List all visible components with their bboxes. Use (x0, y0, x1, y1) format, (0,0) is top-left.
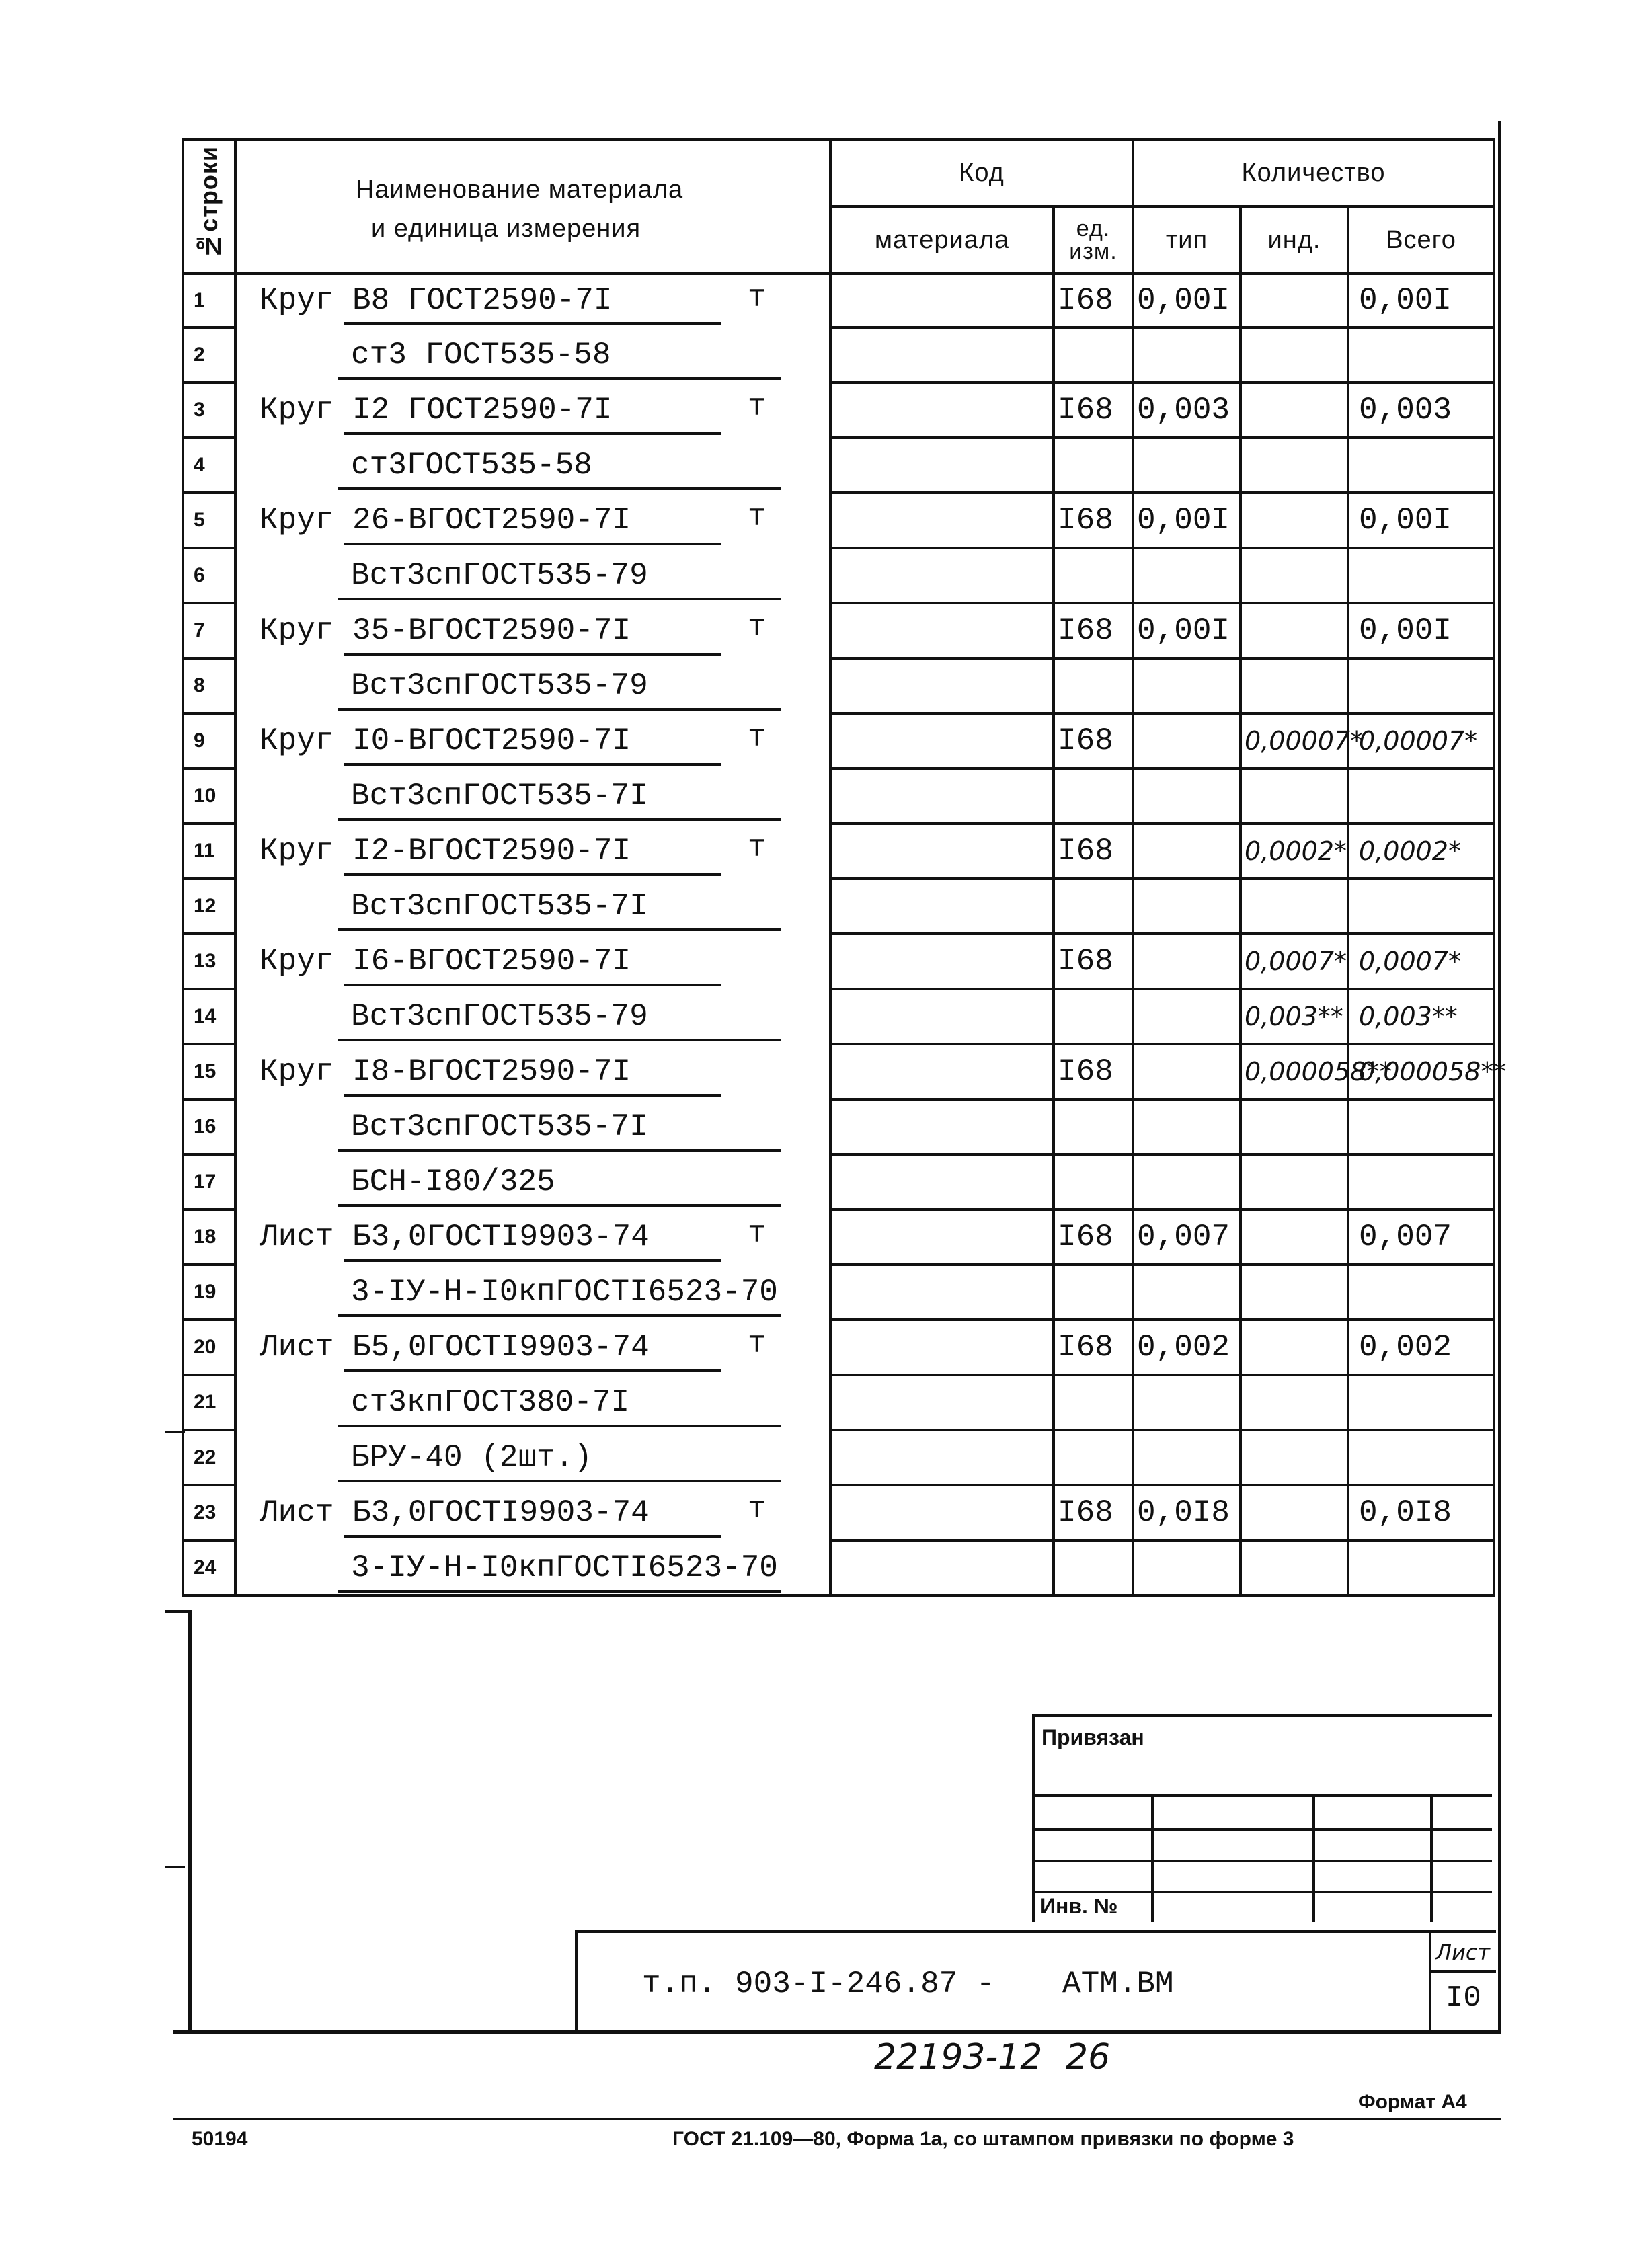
table-row (183, 1209, 1494, 1265)
material-name-text: Лист Б3,0ГОСТI9903-74 (260, 1220, 650, 1255)
qty-ind (1241, 879, 1348, 934)
material-name (235, 438, 830, 493)
qty-total: 0,0002* (1348, 824, 1494, 879)
qty-total: 0,0I8 (1348, 1485, 1494, 1540)
material-name (235, 1265, 830, 1320)
material-name-text: Вст3спГОСТ535-79 (351, 999, 648, 1034)
qty-ind (1241, 1375, 1348, 1430)
frame-top-tick (1498, 121, 1501, 148)
row-number: 14 (183, 989, 235, 1044)
qty-total (1348, 327, 1494, 383)
qty-type: 0,0I8 (1133, 1485, 1241, 1540)
row-number: 4 (183, 438, 235, 493)
material-code (830, 1540, 1054, 1595)
qty-ind: 0,0002* (1241, 824, 1348, 879)
material-name (235, 934, 830, 989)
material-name-text: Вст3спГОСТ535-79 (351, 668, 648, 703)
qty-ind (1241, 1209, 1348, 1265)
material-name-text: ст3кпГОСТ380-7I (351, 1385, 630, 1420)
qty-total: 0,00I (1348, 493, 1494, 548)
row-number: 18 (183, 1209, 235, 1265)
qty-type (1133, 768, 1241, 824)
table-row (183, 603, 1494, 658)
qty-type (1133, 1044, 1241, 1099)
specification-body (183, 274, 1507, 1595)
header-code-unit: ед. изм. (1054, 206, 1133, 274)
material-code (830, 824, 1054, 879)
qty-type (1133, 824, 1241, 879)
unit-code (1054, 548, 1133, 603)
header-name-line1: Наименование материала (355, 175, 684, 204)
row-number: 23 (183, 1485, 235, 1540)
unit-code: I68 (1054, 1044, 1133, 1099)
qty-type: 0,00I (1133, 274, 1241, 327)
table-row (183, 713, 1494, 768)
qty-total: 0,003** (1348, 989, 1494, 1044)
name-underline (338, 1425, 781, 1427)
material-name (235, 879, 830, 934)
row-number: 22 (183, 1430, 235, 1485)
material-name (235, 383, 830, 438)
table-row (183, 1540, 1494, 1595)
material-name (235, 493, 830, 548)
material-name-text: Лист Б5,0ГОСТI9903-74 (260, 1330, 650, 1365)
material-name (235, 1320, 830, 1375)
qty-total (1348, 438, 1494, 493)
material-name-text: ст3 ГОСТ535-58 (351, 338, 611, 372)
name-underline (338, 598, 781, 600)
qty-type: 0,00I (1133, 493, 1241, 548)
unit-code (1054, 438, 1133, 493)
material-name (235, 824, 830, 879)
unit-label: т (748, 1492, 766, 1527)
inv-no-label: Инв. № (1040, 1894, 1118, 1918)
row-number: 10 (183, 768, 235, 824)
name-underline (344, 1094, 721, 1097)
material-name-text: Круг I6-ВГОСТ2590-7I (260, 944, 631, 979)
row-number: 24 (183, 1540, 235, 1595)
material-code (830, 1209, 1054, 1265)
material-name-text: ст3ГОСТ535-58 (351, 448, 592, 483)
unit-code: I68 (1054, 383, 1133, 438)
qty-total (1348, 1375, 1494, 1430)
unit-label: т (748, 1326, 766, 1361)
material-code (830, 768, 1054, 824)
material-name (235, 658, 830, 713)
name-underline (338, 818, 781, 821)
name-underline (338, 708, 781, 711)
material-code (830, 438, 1054, 493)
name-underline (344, 1535, 721, 1538)
designation: т.п. 903-I-246.87 - (642, 1967, 995, 2001)
footer-standard: ГОСТ 21.109—80, Форма 1а, со штампом привязки по форме 3 (672, 2128, 1294, 2150)
name-underline (338, 1314, 781, 1317)
qty-total (1348, 1099, 1494, 1154)
material-name (235, 548, 830, 603)
qty-type (1133, 1375, 1241, 1430)
qty-ind (1241, 548, 1348, 603)
table-row (183, 383, 1494, 438)
material-name (235, 274, 830, 327)
material-code (830, 603, 1054, 658)
table-row (183, 989, 1494, 1044)
qty-total: 0,007 (1348, 1209, 1494, 1265)
unit-code: I68 (1054, 713, 1133, 768)
qty-total (1348, 548, 1494, 603)
row-number: 5 (183, 493, 235, 548)
unit-label: т (748, 610, 766, 645)
table-row (183, 934, 1494, 989)
table-row (183, 548, 1494, 603)
name-underline (344, 432, 721, 435)
qty-total: 0,003 (1348, 383, 1494, 438)
material-name (235, 1154, 830, 1209)
table-row (183, 1044, 1494, 1099)
table-row (183, 1485, 1494, 1540)
qty-ind: 0,0007* (1241, 934, 1348, 989)
qty-type (1133, 548, 1241, 603)
row-number: 8 (183, 658, 235, 713)
material-code (830, 1099, 1054, 1154)
name-underline (338, 1480, 781, 1482)
name-underline (338, 928, 781, 931)
material-name-text: Вст3спГОСТ535-7I (351, 1109, 648, 1144)
name-underline (344, 763, 721, 766)
header-quantity: Количество (1133, 139, 1494, 206)
qty-type (1133, 658, 1241, 713)
qty-total: 0,00I (1348, 274, 1494, 327)
material-code (830, 658, 1054, 713)
qty-ind (1241, 603, 1348, 658)
qty-ind (1241, 1320, 1348, 1375)
material-code (830, 1320, 1054, 1375)
unit-code (1054, 1265, 1133, 1320)
qty-type (1133, 1154, 1241, 1209)
format-label: Формат А4 (1358, 2091, 1467, 2113)
row-number: 7 (183, 603, 235, 658)
table-row (183, 1375, 1494, 1430)
material-code (830, 1044, 1054, 1099)
qty-type (1133, 989, 1241, 1044)
qty-ind (1241, 493, 1348, 548)
row-number: 16 (183, 1099, 235, 1154)
header-name (235, 139, 830, 274)
sheet-number: I0 (1446, 1981, 1481, 2015)
qty-ind (1241, 1430, 1348, 1485)
material-code (830, 274, 1054, 327)
unit-code: I68 (1054, 493, 1133, 548)
table-row (183, 493, 1494, 548)
name-underline (338, 1039, 781, 1041)
material-code (830, 934, 1054, 989)
unit-code: I68 (1054, 1485, 1133, 1540)
row-number: 13 (183, 934, 235, 989)
name-underline (338, 1590, 781, 1593)
material-code (830, 1375, 1054, 1430)
frame-left-line (188, 1610, 192, 2032)
specification-table (182, 138, 1507, 1597)
unit-code: I68 (1054, 934, 1133, 989)
qty-ind (1241, 1099, 1348, 1154)
table-row (183, 1099, 1494, 1154)
header-qty-ind: инд. (1241, 206, 1348, 274)
row-number: 19 (183, 1265, 235, 1320)
qty-type: 0,002 (1133, 1320, 1241, 1375)
unit-label: т (748, 500, 766, 534)
material-code (830, 383, 1054, 438)
qty-total (1348, 1265, 1494, 1320)
material-name-text: Круг 26-ВГОСТ2590-7I (260, 503, 631, 538)
qty-ind (1241, 1485, 1348, 1540)
name-underline (344, 873, 721, 876)
qty-ind (1241, 274, 1348, 327)
row-number: 9 (183, 713, 235, 768)
name-underline (344, 984, 721, 986)
material-name-text: БСН-I80/325 (351, 1164, 555, 1199)
unit-code (1054, 1099, 1133, 1154)
footer-rule (173, 2118, 1501, 2120)
header-code: Код (830, 139, 1133, 206)
unit-code: I68 (1054, 1320, 1133, 1375)
qty-total: 0,000058** (1348, 1044, 1494, 1099)
material-code (830, 493, 1054, 548)
qty-type: 0,003 (1133, 383, 1241, 438)
qty-ind (1241, 1540, 1348, 1595)
material-name (235, 1209, 830, 1265)
material-name (235, 1485, 830, 1540)
material-code (830, 713, 1054, 768)
table-row (183, 879, 1494, 934)
material-name-text: 3-IУ-Н-I0кпГОСТI6523-70 (351, 1275, 778, 1310)
row-number: 1 (183, 274, 235, 327)
material-name (235, 989, 830, 1044)
row-number: 11 (183, 824, 235, 879)
name-underline (338, 377, 781, 380)
unit-code (1054, 1540, 1133, 1595)
material-code (830, 1154, 1054, 1209)
table-row (183, 824, 1494, 879)
table-row (183, 1265, 1494, 1320)
table-row (183, 438, 1494, 493)
qty-total (1348, 879, 1494, 934)
material-name-text: Вст3спГОСТ535-7I (351, 889, 648, 924)
unit-label: т (748, 1216, 766, 1251)
qty-total: 0,0007* (1348, 934, 1494, 989)
qty-ind: 0,000058** (1241, 1044, 1348, 1099)
table-row (183, 1154, 1494, 1209)
qty-type (1133, 1099, 1241, 1154)
material-name-text: БРУ-40 (2шт.) (351, 1440, 592, 1475)
name-underline (338, 487, 781, 490)
header-qty-total: Всего (1348, 206, 1494, 274)
row-number: 15 (183, 1044, 235, 1099)
material-code (830, 879, 1054, 934)
table-row (183, 658, 1494, 713)
material-code (830, 1485, 1054, 1540)
unit-code: I68 (1054, 1209, 1133, 1265)
material-name-text: Круг B8 ГОСТ2590-7I (260, 283, 613, 318)
qty-type (1133, 1430, 1241, 1485)
unit-code (1054, 658, 1133, 713)
qty-type: 0,007 (1133, 1209, 1241, 1265)
name-underline (338, 1204, 781, 1207)
header-qty-type: тип (1133, 206, 1241, 274)
qty-type (1133, 438, 1241, 493)
unit-code (1054, 879, 1133, 934)
table-row (183, 1430, 1494, 1485)
material-code (830, 548, 1054, 603)
name-underline (344, 1369, 721, 1372)
qty-ind (1241, 327, 1348, 383)
row-number: 20 (183, 1320, 235, 1375)
material-name (235, 1099, 830, 1154)
qty-type (1133, 1265, 1241, 1320)
name-underline (338, 1149, 781, 1152)
sheet-label: Лист (1435, 1940, 1491, 1965)
unit-label: т (748, 389, 766, 424)
material-name-text: Вст3спГОСТ535-7I (351, 779, 648, 813)
material-name-text: 3-IУ-Н-I0кпГОСТI6523-70 (351, 1550, 778, 1585)
name-underline (344, 543, 721, 545)
name-underline (344, 322, 721, 325)
handwritten-number: 22193-12 (874, 2037, 1043, 2077)
material-name-text: Круг 35-ВГОСТ2590-7I (260, 613, 631, 648)
table-row (183, 274, 1494, 327)
binding-stamp (1032, 1714, 1492, 1922)
qty-type (1133, 1540, 1241, 1595)
unit-code: I68 (1054, 274, 1133, 327)
name-underline (344, 653, 721, 656)
row-number: 12 (183, 879, 235, 934)
material-name (235, 1044, 830, 1099)
footer-left-number: 50194 (192, 2128, 248, 2150)
material-name (235, 1540, 830, 1595)
material-name (235, 327, 830, 383)
unit-code (1054, 989, 1133, 1044)
header-row-number-label: №строки (195, 146, 223, 260)
qty-total: 0,00I (1348, 603, 1494, 658)
material-name-text: Круг I0-ВГОСТ2590-7I (260, 723, 631, 758)
table-row (183, 1320, 1494, 1375)
title-block (575, 1930, 1496, 2034)
margin-tick (165, 1610, 192, 1613)
header-code-material: материала (830, 206, 1054, 274)
qty-total (1348, 1540, 1494, 1595)
qty-ind (1241, 768, 1348, 824)
unit-code: I68 (1054, 824, 1133, 879)
qty-ind (1241, 383, 1348, 438)
doc-code: АТМ.ВМ (1062, 1967, 1174, 2001)
qty-type (1133, 879, 1241, 934)
material-name (235, 713, 830, 768)
row-number: 6 (183, 548, 235, 603)
row-number: 17 (183, 1154, 235, 1209)
qty-total (1348, 658, 1494, 713)
material-name-text: Круг I2-ВГОСТ2590-7I (260, 834, 631, 869)
qty-type: 0,00I (1133, 603, 1241, 658)
qty-ind (1241, 438, 1348, 493)
material-code (830, 327, 1054, 383)
qty-total: 0,002 (1348, 1320, 1494, 1375)
qty-ind (1241, 658, 1348, 713)
unit-code (1054, 768, 1133, 824)
material-code (830, 989, 1054, 1044)
unit-label: т (748, 280, 766, 315)
material-name (235, 1375, 830, 1430)
material-name (235, 768, 830, 824)
unit-code (1054, 1430, 1133, 1485)
qty-ind: 0,003** (1241, 989, 1348, 1044)
material-name (235, 1430, 830, 1485)
row-number: 21 (183, 1375, 235, 1430)
material-code (830, 1430, 1054, 1485)
unit-label: т (748, 830, 766, 865)
qty-total: 0,00007* (1348, 713, 1494, 768)
unit-code: I68 (1054, 603, 1133, 658)
qty-type (1133, 713, 1241, 768)
material-name-text: Лист Б3,0ГОСТI9903-74 (260, 1495, 650, 1530)
qty-ind: 0,00007* (1241, 713, 1348, 768)
material-code (830, 1265, 1054, 1320)
qty-total (1348, 1154, 1494, 1209)
row-number: 2 (183, 327, 235, 383)
qty-total (1348, 1430, 1494, 1485)
bound-label: Привязан (1041, 1725, 1144, 1749)
qty-type (1133, 934, 1241, 989)
material-name (235, 603, 830, 658)
name-underline (344, 1259, 721, 1262)
qty-ind (1241, 1154, 1348, 1209)
table-row (183, 327, 1494, 383)
margin-tick (165, 1866, 185, 1868)
qty-ind (1241, 1265, 1348, 1320)
row-number: 3 (183, 383, 235, 438)
unit-label: т (748, 720, 766, 755)
qty-type (1133, 327, 1241, 383)
material-name-text: Вст3спГОСТ535-79 (351, 558, 648, 593)
handwritten-page: 26 (1066, 2037, 1111, 2077)
material-name-text: Круг I8-ВГОСТ2590-7I (260, 1054, 631, 1089)
header-name-line2: и единица измерения (370, 214, 641, 243)
unit-code (1054, 1375, 1133, 1430)
table-row (183, 768, 1494, 824)
unit-code (1054, 327, 1133, 383)
unit-code (1054, 1154, 1133, 1209)
qty-total (1348, 768, 1494, 824)
material-name-text: Круг I2 ГОСТ2590-7I (260, 393, 613, 428)
